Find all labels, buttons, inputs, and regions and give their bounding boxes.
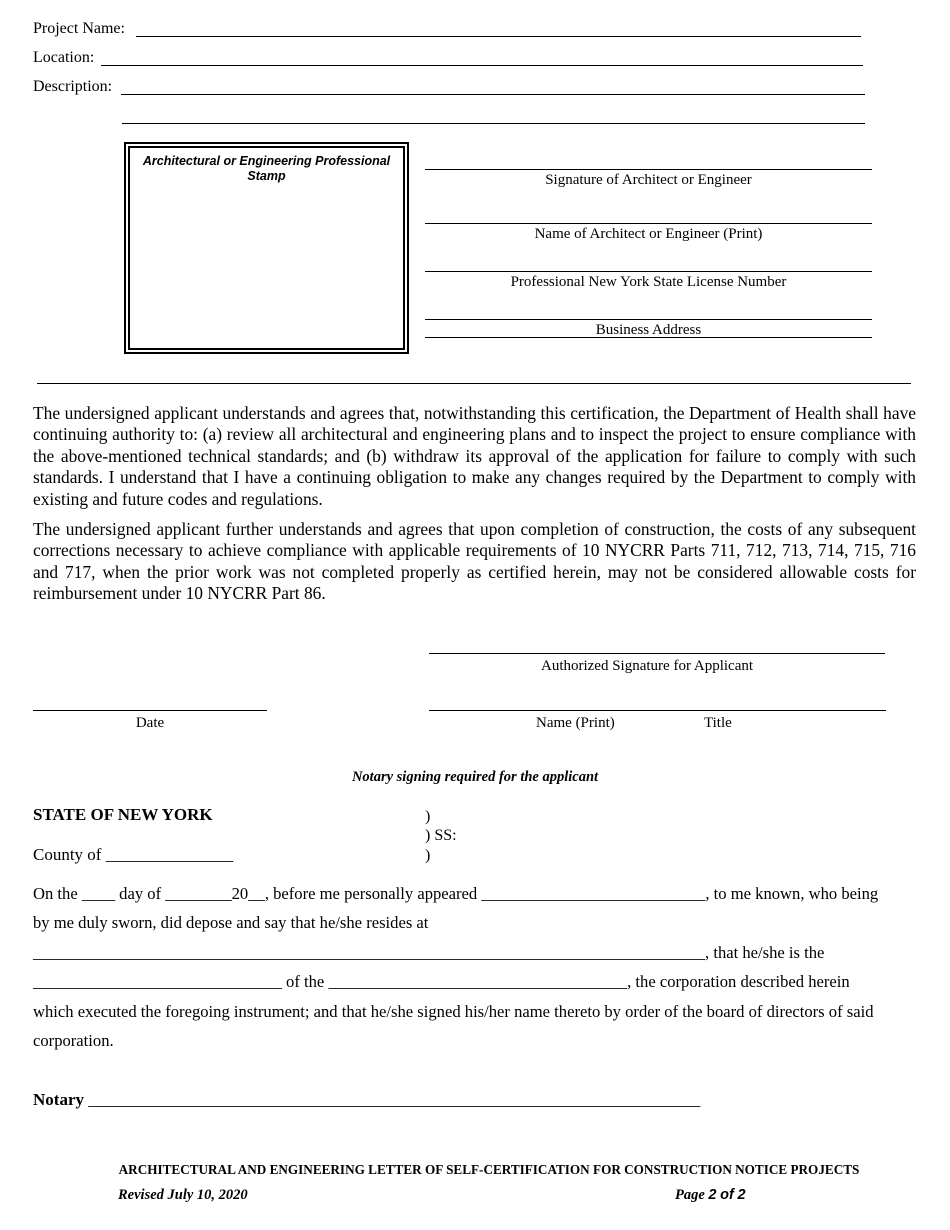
date-label: Date — [135, 715, 165, 731]
date-line[interactable] — [33, 710, 267, 711]
professional-stamp-box — [124, 142, 409, 354]
architect-name-line[interactable] — [425, 223, 872, 224]
revised-date: Revised July 10, 2020 — [118, 1187, 248, 1203]
notary-label: Notary — [33, 1090, 84, 1109]
ss-label: ) SS: — [425, 827, 457, 844]
notary-line-4: ______________________________ of the ____________________________________, the corporation described herein — [33, 972, 850, 991]
notary-signature-row[interactable] — [33, 1090, 700, 1110]
location-field[interactable] — [101, 65, 863, 66]
applicant-signature-label: Authorized Signature for Applicant — [540, 658, 754, 674]
title-label: Title — [704, 715, 732, 731]
license-number-line[interactable] — [425, 271, 872, 272]
ss-paren-bottom: ) — [425, 847, 431, 864]
stamp-title: Architectural or Engineering Professional Stamp — [128, 146, 405, 350]
notary-line-1: On the ____ day of ________20__, before me personally appeared ___________________________, to me known, who being — [33, 884, 879, 903]
business-address-underline — [425, 337, 872, 338]
name-print-label: Name (Print) — [536, 715, 615, 731]
description-field-line-2[interactable] — [122, 123, 865, 124]
notary-signature-line[interactable]: ________________________________________________________________________ — [88, 1090, 701, 1109]
footer-title: ARCHITECTURAL AND ENGINEERING LETTER OF SELF-CERTIFICATION FOR CONSTRUCTION NOTICE PROJECTS — [118, 1162, 860, 1177]
county-field[interactable]: County of _______________ — [33, 845, 234, 864]
page-current: 2 — [708, 1187, 717, 1203]
ss-paren-top: ) — [425, 808, 431, 825]
description-label: Description: — [33, 78, 113, 95]
section-divider — [37, 383, 911, 384]
applicant-signature-line[interactable] — [429, 653, 885, 654]
location-label: Location: — [33, 49, 95, 66]
state-label: STATE OF NEW YORK — [33, 805, 213, 824]
architect-signature-line[interactable] — [425, 169, 872, 170]
page-label: Page — [675, 1187, 705, 1203]
notary-heading: Notary signing required for the applicant — [351, 769, 599, 785]
business-address-line[interactable] — [425, 319, 872, 320]
project-name-field[interactable] — [136, 36, 861, 37]
page-of: of — [720, 1187, 734, 1203]
architect-signature-label: Signature of Architect or Engineer — [545, 172, 752, 188]
notary-line-6: corporation. — [33, 1031, 114, 1050]
name-title-line[interactable] — [429, 710, 886, 711]
notary-line-3: _________________________________________________________________________________, that he/she is the — [33, 943, 825, 962]
license-number-label: Professional New York State License Number — [510, 274, 787, 290]
page-number — [675, 1186, 746, 1204]
page-total: 2 — [737, 1187, 746, 1203]
notary-line-2: by me duly sworn, did depose and say that he/she resides at — [33, 913, 429, 932]
notary-line-5: which executed the foregoing instrument; and that he/she signed his/her name thereto by order of the board of directors of said — [33, 1002, 874, 1021]
business-address-label: Business Address — [595, 322, 702, 338]
subsequent-corrections-paragraph: The undersigned applicant further understands and agrees that upon completion of construction, the costs of any subsequent corrections necessary to achieve compliance with applicable requirements of 10 NYCRR Parts 711, 712, 713, 714, 715, 716 and 717, when the prior work was not completed properly as certified herein, may not be considered allowable costs for reimbursement under 10 NYCRR Part 86. — [33, 519, 916, 604]
project-name-label: Project Name: — [33, 20, 125, 37]
description-field[interactable] — [121, 94, 865, 95]
continuing-authority-paragraph: The undersigned applicant understands and agrees that, notwithstanding this certification, the Department of Health shall have continuing authority to: (a) review all architectural and engineering plans and to inspect the project to ensure compliance with the above-mentioned technical standards; and (b) withdraw its approval of the application for failure to comply with such standards. I understand that I have a continuing obligation to make any changes required by the Department to comply with existing and future codes and regulations. — [33, 403, 916, 509]
architect-name-label: Name of Architect or Engineer (Print) — [534, 226, 763, 242]
